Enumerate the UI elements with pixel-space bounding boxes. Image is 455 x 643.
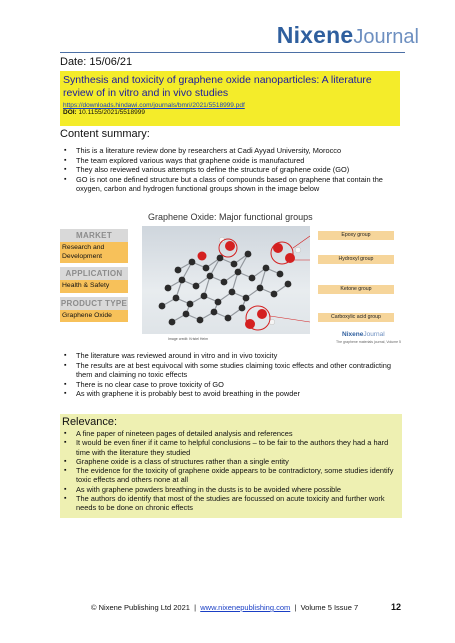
- article-doi: [63, 109, 397, 116]
- footer-website-link[interactable]: www.nixenepublishing.com: [200, 603, 291, 612]
- header-divider: [60, 52, 405, 53]
- list-item: ▪ As with graphene it is probably best to avoid breathing in the powder: [60, 389, 402, 399]
- list-item: ▪ The literature was reviewed around in vitro and in vivo toxicity: [60, 351, 402, 361]
- application-label: APPLICATION: [60, 267, 128, 280]
- product-type-label: PRODUCT TYPE: [60, 298, 128, 308]
- market-value: Research and Development: [60, 242, 128, 263]
- application-value: Health & Safety: [60, 280, 128, 293]
- list-item: ▪ GO is not one defined structure but a class of compounds based on graphene that contain the oxygen, carbon and hydrogen functional groups shown in the image below: [60, 175, 400, 194]
- article-title-box: [60, 71, 400, 126]
- figure-logo: [342, 331, 385, 338]
- molecule-illustration: [142, 226, 310, 334]
- list-item: ▪ There is no clear case to prove toxicity of GO: [60, 380, 402, 390]
- relevance-heading: Relevance:: [62, 416, 118, 428]
- image-credit: Image credit: Kristel Heim: [168, 337, 209, 341]
- page-number: 12: [391, 602, 402, 612]
- relevance-list: [60, 429, 402, 513]
- market-label: MARKET: [60, 229, 128, 242]
- journal-logo: [277, 22, 419, 49]
- classification-sidebar: [60, 229, 128, 326]
- list-item: ▪ They also reviewed various attempts to define the structure of graphene oxide (GO): [60, 165, 400, 175]
- epoxy-group-label: Epoxy group: [318, 231, 394, 240]
- relevance-box: [60, 414, 402, 518]
- list-item: ▪ The team explored various ways that graphene oxide is manufactured: [60, 156, 400, 166]
- content-summary-heading: Content summary:: [60, 128, 150, 140]
- summary-list: [60, 146, 400, 194]
- carboxylic-acid-group-label: Carboxylic acid group: [318, 313, 394, 322]
- article-date: Date: 15/06/21: [60, 56, 133, 68]
- list-item: ▪ This is a literature review done by researchers at Cadi Ayyad University, Morocco: [60, 146, 400, 156]
- list-item: ▪ The evidence for the toxicity of graphene oxide appears to be contradictory, some studies identify toxic effects and others none at all: [60, 466, 402, 485]
- footer-volume: Volume 5 Issue 7: [300, 603, 359, 612]
- footer-separator: |: [194, 603, 197, 612]
- logo-light-text: Journal: [353, 26, 419, 48]
- article-title: Synthesis and toxicity of graphene oxide nanoparticles: A literature review of in vitro and in vivo studies: [63, 74, 372, 99]
- graphene-oxide-molecule-image: [142, 226, 310, 334]
- figure-logo-light: Journal: [363, 331, 385, 338]
- doi-value: 10.1155/2021/5518999: [78, 109, 145, 116]
- summary-list-continued: [60, 351, 402, 399]
- list-item: ▪ The results are at best equivocal with some studies claiming toxic effects and other contradicting them and claiming no toxic effects: [60, 361, 402, 380]
- ketone-group-label: Ketone group: [318, 285, 394, 294]
- product-type-value: Graphene Oxide: [60, 310, 128, 323]
- list-item: ▪ A fine paper of nineteen pages of detailed analysis and references: [60, 429, 402, 438]
- doi-label: DOI:: [63, 109, 77, 116]
- list-item: ▪ Graphene oxide is a class of structures rather than a single entity: [60, 457, 402, 466]
- list-item: ▪ The authors do identify that most of the studies are focussed on acute toxicity and further work needs to be done on chronic effects: [60, 494, 402, 513]
- hydroxyl-group-label: Hydroxyl group: [318, 255, 394, 264]
- list-item: ▪ It would be even finer if it came to helpful conclusions – to be fair to the authors they had a hard time with the literature they studied: [60, 438, 402, 457]
- logo-bold-text: Nixene: [276, 22, 354, 48]
- article-link[interactable]: https://downloads.hindawi.com/journals/bmri/2021/5518999.pdf: [63, 102, 245, 109]
- footer-copyright: © Nixene Publishing Ltd 2021: [91, 603, 190, 612]
- figure-subtitle: The graphene materials journal, Volume 5: [336, 340, 401, 344]
- list-item: ▪ As with graphene powders breathing in the dusts is to be avoided where possible: [60, 485, 402, 494]
- footer-text: [91, 603, 358, 612]
- figure-title: Graphene Oxide: Major functional groups: [148, 212, 313, 222]
- footer-separator: |: [294, 603, 297, 612]
- figure-logo-bold: Nixene: [342, 331, 364, 338]
